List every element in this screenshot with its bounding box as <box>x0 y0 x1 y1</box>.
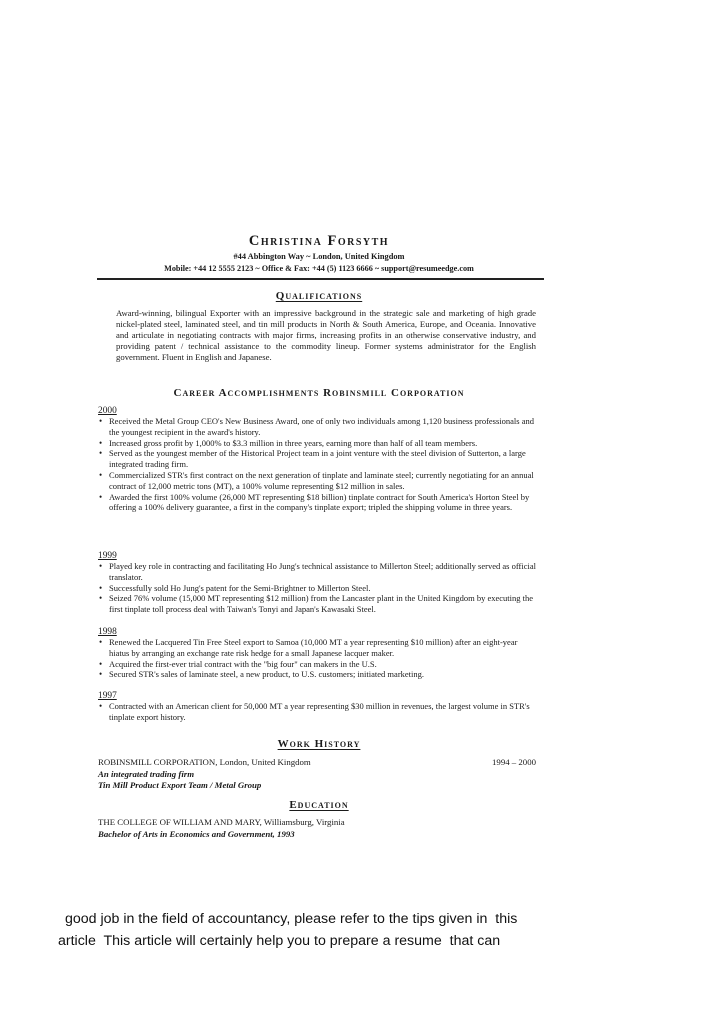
year-label: 1998 <box>98 627 117 637</box>
year-block-2000 <box>98 406 536 513</box>
list-item: • Played key role in contracting and facilitating Ho Jung's technical assistance to Millerton Steel; additionally served as official translator. <box>98 561 536 583</box>
accomplishments-heading: Career Accomplishments Robinsmill Corporation <box>173 387 465 399</box>
list-item: • Contracted with an American client for 50,000 MT a year representing $30 million in revenues, the largest volume in STR's tinplate export history. <box>98 701 536 723</box>
qualifications-heading: Qualifications <box>275 290 363 302</box>
employer-name: ROBINSMILL CORPORATION, London, United Kingdom <box>98 757 311 767</box>
year-block-1997 <box>98 691 536 723</box>
resume-contact: Mobile: +44 12 5555 2123 ~ Office & Fax: +44 (5) 1123 6666 ~ support@resumeedge.com <box>164 264 474 273</box>
degree: Bachelor of Arts in Economics and Government, 1993 <box>98 829 295 839</box>
employment-dates: 1994 – 2000 <box>492 757 536 767</box>
employer-description: An integrated trading firm <box>98 769 195 779</box>
list-item: • Successfully sold Ho Jung's patent for the Semi-Brightner to Millerton Steel. <box>98 583 536 594</box>
list-item: • Received the Metal Group CEO's New Business Award, one of only two individuals among 1,120 business professionals and the youngest recipient in the award's history. <box>98 416 536 438</box>
school-name: THE COLLEGE OF WILLIAM AND MARY, Williamsburg, Virginia <box>98 817 345 827</box>
accomplishment-list <box>98 701 536 723</box>
resume-image <box>94 226 544 846</box>
resume-address: #44 Abbington Way ~ London, United Kingdom <box>233 252 405 261</box>
year-block-1998 <box>98 627 536 680</box>
accomplishment-list <box>98 561 536 615</box>
accomplishment-list <box>98 637 536 680</box>
list-item: • Renewed the Lacquered Tin Free Steel export to Samoa (10,000 MT a year representing $10 million) after an eight-year hiatus by arranging an exchange rate risk hedge for a small Japanese lacquer maker. <box>98 637 536 659</box>
list-item: • Increased gross profit by 1,000% to $3.3 million in three years, earning more than half of all team members. <box>98 438 536 449</box>
list-item: • Commercialized STR's first contract on the next generation of tinplate and laminate steel; currently negotiating for an annual contract of 12,000 metric tons (MT), a 100% volume representing $12 million in sales. <box>98 470 536 492</box>
list-item: • Awarded the first 100% volume (26,000 MT representing $18 billion) tinplate contract for South America's Horton Steel by offering a 100% delivery guarantee, a first in the company's tinplate export; tripled the shipping volume in three years. <box>98 492 536 514</box>
list-item: • Seized 76% volume (15,000 MT representing $12 million) from the Lancaster plant in the United Kingdom by executing the first tinplate toll process deal with Taiwan's Tonyi and Japan's Kawasaki Steel. <box>98 593 536 615</box>
qualifications-text: Award-winning, bilingual Exporter with an impressive background in the strategic sale and marketing of high grade nickel-plated steel, laminated steel, and tin mill products in North & South America, Europe, and Oceania. Innovative and articulate in negotiating contracts with major firms, increasing profits in an otherwise conservative industry, and providing patent / technical assistance to the commodity lineup. Former systems administrator for the English government. Fluent in English and Japanese. <box>116 308 536 362</box>
list-item: • Acquired the first-ever trial contract with the "big four" can makers in the U.S. <box>98 659 536 670</box>
year-label: 1999 <box>98 551 117 561</box>
list-item: • Served as the youngest member of the Historical Project team in a joint venture with the steel division of Sutterton, a large integrated trading firm. <box>98 448 536 470</box>
accomplishment-list <box>98 416 536 513</box>
year-label: 1997 <box>98 691 117 701</box>
education-heading: Education <box>289 799 349 811</box>
article-line-1: good job in the field of accountancy, please refer to the tips given in this <box>61 911 518 927</box>
list-item: • Secured STR's sales of laminate steel, a new product, to U.S. customers; initiated marketing. <box>98 669 536 680</box>
year-block-1999 <box>98 551 536 615</box>
article-line-2: article This article will certainly help you to prepare a resume that can <box>58 933 501 949</box>
work-history-heading: Work History <box>277 738 361 750</box>
year-label: 2000 <box>98 406 117 416</box>
job-role: Tin Mill Product Export Team / Metal Group <box>98 780 262 790</box>
article-text <box>58 908 701 952</box>
resume-name: Christina Forsyth <box>248 233 390 249</box>
header-rule <box>97 278 544 280</box>
